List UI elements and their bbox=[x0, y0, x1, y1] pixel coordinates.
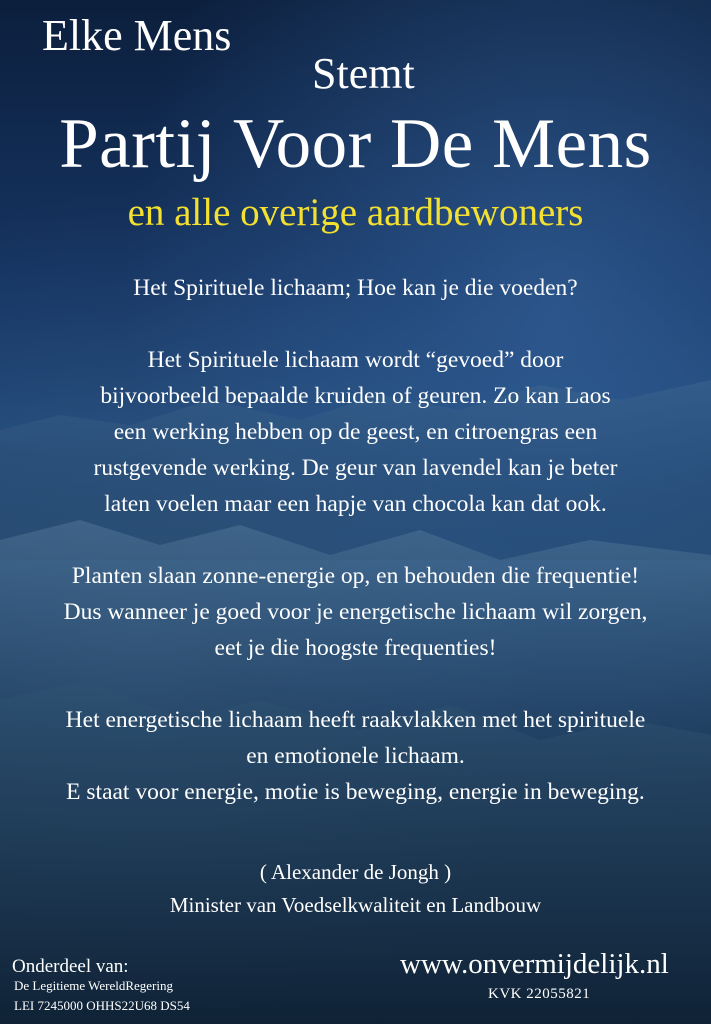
paragraph-line: en emotionele lichaam. bbox=[246, 743, 465, 769]
question-heading: Het Spirituele lichaam; Hoe kan je die voeden? bbox=[133, 275, 578, 301]
footer-website-link[interactable]: www.onvermijdelijk.nl bbox=[400, 948, 669, 980]
footer-onderdeel-label: Onderdeel van: bbox=[12, 956, 129, 977]
paragraph-line: Planten slaan zonne-energie op, en behouden die frequentie! bbox=[71, 563, 640, 589]
header-line-elke-mens: Elke Mens bbox=[42, 11, 232, 60]
paragraph-line: bijvoorbeeld bepaalde kruiden of geuren. Zo kan Laos bbox=[100, 383, 611, 409]
paragraph-line: laten voelen maar een hapje van chocola kan dat ook. bbox=[104, 491, 607, 517]
tagline: en alle overige aardbewoners bbox=[127, 191, 584, 234]
footer-kvk-number: KVK 22055821 bbox=[488, 986, 591, 1002]
paragraph-line: een werking hebben op de geest, en citroengras een bbox=[113, 419, 598, 445]
footer-lei: LEI 7245000 OHHS22U68 DS54 bbox=[14, 998, 190, 1013]
party-name: Partij Voor De Mens bbox=[59, 105, 652, 183]
paragraph-line: Het Spirituele lichaam wordt “gevoed” door bbox=[147, 347, 564, 373]
author-name: ( Alexander de Jongh ) bbox=[259, 860, 452, 884]
header-line-stemt: Stemt bbox=[312, 49, 415, 98]
paragraph-line: Dus wanneer je goed voor je energetische lichaam wil zorgen, bbox=[63, 599, 648, 625]
paragraph-plants-energy bbox=[0, 558, 711, 666]
footer-organization: De Legitieme WereldRegering bbox=[14, 978, 173, 993]
paragraph-spiritual-body bbox=[0, 342, 711, 522]
author-role: Minister van Voedselkwaliteit en Landbouw bbox=[169, 893, 542, 917]
paragraph-line: eet je die hoogste frequenties! bbox=[214, 635, 497, 661]
paragraph-line: Het energetische lichaam heeft raakvlakken met het spirituele bbox=[65, 707, 646, 733]
paragraph-line: rustgevende werking. De geur van lavendel kan je beter bbox=[93, 455, 618, 481]
paragraph-energetic-body bbox=[0, 702, 711, 810]
paragraph-line: E staat voor energie, motie is beweging, energie in beweging. bbox=[66, 779, 645, 805]
